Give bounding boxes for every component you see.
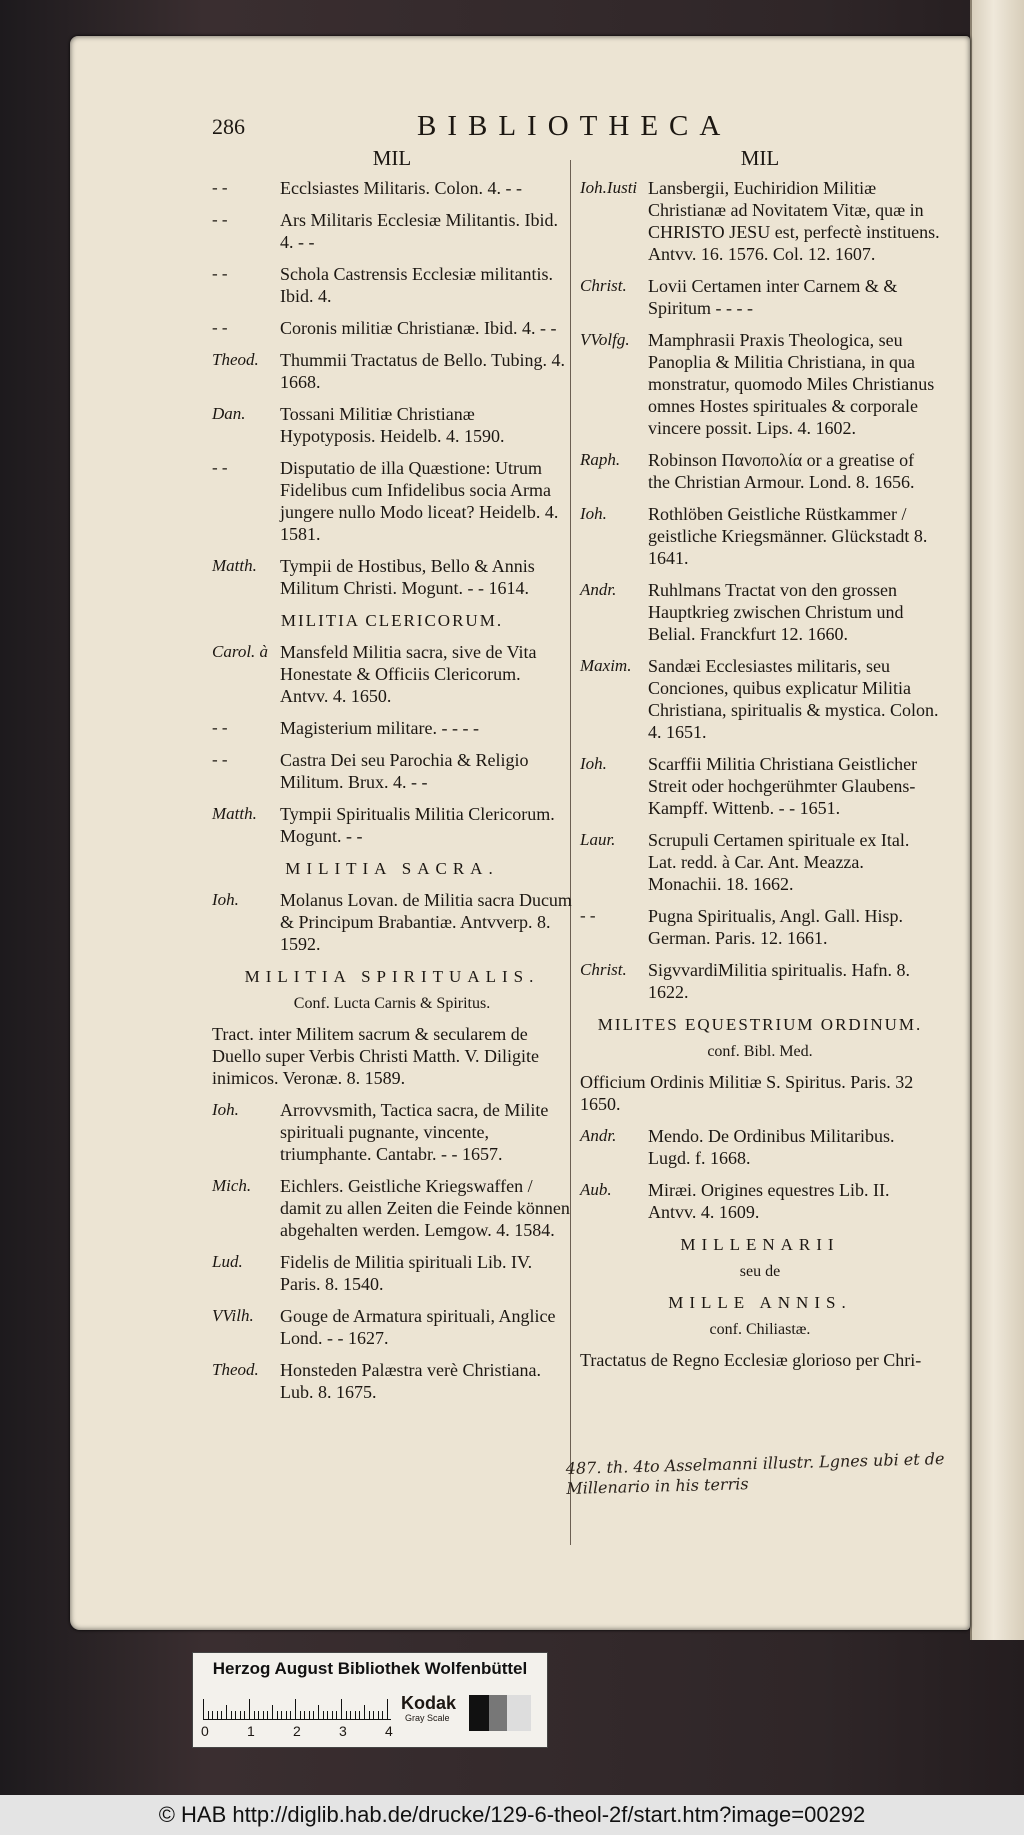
entry-author-prefix: Christ. <box>580 960 627 979</box>
entry-text: Robinson Πανοπολία or a greatise of the Christian Armour. Lond. 8. 1656. <box>648 450 915 492</box>
entry-text: Disputatio de illa Quæstione: Utrum Fidelibus cum Infidelibus socia Arma jungere nullo Modo liceat? Heidelb. 4. 1581. <box>280 458 559 544</box>
entry-author-prefix: Theod. <box>212 350 259 369</box>
ruler-tick <box>263 1711 264 1719</box>
ruler-tick <box>355 1711 356 1719</box>
ruler-label: 1 <box>247 1723 255 1739</box>
catalog-entry <box>580 829 940 895</box>
ruler-label: 0 <box>201 1723 209 1739</box>
entry-author-prefix: Raph. <box>580 450 621 469</box>
entry-author-prefix: Carol. à <box>212 642 269 661</box>
ruler-label: 2 <box>293 1723 301 1739</box>
column-heading: MIL <box>740 146 780 170</box>
section-subheading: conf. Bibl. Med. <box>707 1043 813 1060</box>
entry-text: Arrovvsmith, Tactica sacra, de Milite spirituali pugnante, vincente, triumphante. Cantabr. - - 1657. <box>280 1100 549 1164</box>
entry-author-prefix: Ioh. <box>580 504 607 523</box>
ruler-tick <box>378 1711 379 1719</box>
ruler-tick <box>240 1711 241 1719</box>
catalog-entry <box>580 753 940 819</box>
ruler-tick <box>226 1705 227 1719</box>
entry-author-prefix: Theod. <box>212 1360 259 1379</box>
entry-text: Lovii Certamen inter Carnem & & Spiritum - - - - <box>648 276 898 318</box>
entry-author-prefix: Andr. <box>580 1126 617 1145</box>
scale-ruler <box>203 1697 391 1720</box>
handwritten-note: 487. th. 4to Asselmanni illustr. Lgnes ubi et de Millenario in his terris <box>565 1449 945 1498</box>
footer-copyright: © HAB http://diglib.hab.de/drucke/129-6-theol-2f/start.htm?image=00292 <box>0 1795 1024 1835</box>
left-column <box>212 146 572 1413</box>
catalog-entry <box>580 177 940 265</box>
catalog-entry <box>580 329 940 439</box>
section-subheading: conf. Chiliastæ. <box>709 1321 811 1338</box>
catalog-entry <box>580 905 940 949</box>
catalog-entry <box>212 317 572 339</box>
entry-text: Miræi. Origines equestres Lib. II. Antvv. 4. 1609. <box>648 1180 890 1222</box>
ruler-tick <box>258 1711 259 1719</box>
entry-text: Gouge de Armatura spirituali, Anglice Lond. - - 1627. <box>280 1306 556 1348</box>
ruler-tick <box>332 1711 333 1719</box>
ruler-tick <box>369 1711 370 1719</box>
entry-author-prefix: - - <box>212 210 228 229</box>
catalog-entry <box>212 403 572 447</box>
entry-text: Mansfeld Militia sacra, sive de Vita Honestate & Officiis Clericorum. Antvv. 4. 1650. <box>280 642 537 706</box>
catalog-entry <box>212 1099 572 1165</box>
ruler-tick <box>300 1711 301 1719</box>
catalog-entry <box>212 717 572 739</box>
entry-text: Mamphrasii Praxis Theologica, seu Panoplia & Militia Christiana, in qua monstratur, quomodo Miles Christianus omnes Hostes spirituales & corporale vincere possit. Lips. 4. 1602. <box>648 330 935 438</box>
entry-author-prefix: VVilh. <box>212 1306 254 1325</box>
entry-author-prefix: Aub. <box>580 1180 612 1199</box>
ruler-tick <box>373 1711 374 1719</box>
catalog-entry <box>212 641 572 707</box>
entry-text: Honsteden Palæstra verè Christiana. Lub. 8. 1675. <box>280 1360 541 1402</box>
library-color-card <box>192 1652 548 1748</box>
ruler-tick <box>304 1711 305 1719</box>
ruler-tick <box>277 1711 278 1719</box>
entry-author-prefix: Matth. <box>212 556 257 575</box>
kodak-subtitle: Gray Scale <box>405 1713 450 1723</box>
ruler-tick <box>281 1711 282 1719</box>
entry-text: Molanus Lovan. de Militia sacra Ducum & Principum Brabantiæ. Antvverp. 8. 1592. <box>280 890 572 954</box>
catalog-entry <box>580 275 940 319</box>
section-heading: MILITIA CLERICORUM. <box>280 611 504 630</box>
catalog-entry <box>212 263 572 307</box>
page-header <box>212 110 932 150</box>
entry-text: Tympii Spiritualis Militia Clericorum. Mogunt. - - <box>280 804 555 846</box>
entry-text: Castra Dei seu Parochia & Religio Militum. Brux. 4. - - <box>280 750 529 792</box>
catalog-entry <box>580 1179 940 1223</box>
ruler-tick <box>318 1705 319 1719</box>
entry-author-prefix: Ioh.Iusti <box>580 178 638 197</box>
gray-swatch-black <box>469 1695 489 1731</box>
running-title: BIBLIOTHECA <box>417 110 732 142</box>
ruler-tick <box>350 1711 351 1719</box>
ruler-tick <box>327 1711 328 1719</box>
entry-author-prefix: Lud. <box>212 1252 243 1271</box>
ruler-tick <box>212 1711 213 1719</box>
entry-author-prefix: Dan. <box>212 404 246 423</box>
entry-text: Sandæi Ecclesiastes militaris, seu Conciones, quibus explicatur Militia Christiana, spiritualis & mystica. Colon. 4. 1651. <box>648 656 939 742</box>
entry-author-prefix: Matth. <box>212 804 257 823</box>
ruler-tick <box>336 1711 337 1719</box>
entry-author-prefix: - - <box>212 264 228 283</box>
entry-author-prefix: Ioh. <box>212 890 239 909</box>
catalog-entry <box>212 209 572 253</box>
entry-text: Coronis militiæ Christianæ. Ibid. 4. - - <box>280 318 557 338</box>
catalog-entry <box>212 1175 572 1241</box>
entry-text: Tossani Militiæ Christianæ Hypotyposis. Heidelb. 4. 1590. <box>280 404 505 446</box>
entry-text: Ruhlmans Tractat von den grossen Hauptkrieg zwischen Christum und Belial. Franckfurt 12. 1660. <box>648 580 904 644</box>
catalog-entry <box>212 1305 572 1349</box>
ruler-tick <box>235 1711 236 1719</box>
ruler-tick <box>346 1711 347 1719</box>
entry-author-prefix: VVolfg. <box>580 330 630 349</box>
catalog-entry <box>580 579 940 645</box>
ruler-tick <box>244 1711 245 1719</box>
ruler-tick <box>254 1711 255 1719</box>
entry-text: Pugna Spiritualis, Angl. Gall. Hisp. German. Paris. 12. 1661. <box>648 906 904 948</box>
ruler-tick <box>341 1699 342 1719</box>
catalog-entry <box>212 803 572 847</box>
catalog-entry <box>212 1251 572 1295</box>
catalog-entry <box>212 749 572 793</box>
entry-text: Rothlöben Geistliche Rüstkammer / geistliche Kriegsmänner. Glückstadt 8. 1641. <box>648 504 928 568</box>
ruler-tick <box>249 1699 250 1719</box>
section-heading: MILITIA SPIRITUALIS. <box>244 967 540 986</box>
ruler-tick <box>359 1711 360 1719</box>
gray-swatch-light <box>507 1695 531 1731</box>
ruler-tick <box>217 1711 218 1719</box>
right-column <box>580 146 940 1381</box>
entry-text: Lansbergii, Euchiridion Militiæ Christianæ ad Novitatem Vitæ, quæ in CHRISTO JESU est, perfectè instituens. Antvv. 16. 1576. Col. 12. 1607. <box>648 178 940 264</box>
kodak-logo: Kodak <box>401 1693 457 1713</box>
catalog-entry <box>580 655 940 743</box>
entry-author-prefix: - - <box>212 750 228 769</box>
entry-author-prefix: - - <box>212 718 228 737</box>
entry-author-prefix: - - <box>212 458 228 477</box>
entry-text: Scrupuli Certamen spirituale ex Ital. Lat. redd. à Car. Ant. Meazza. Monachii. 18. 1662. <box>648 830 910 894</box>
catalog-entry <box>580 959 940 1003</box>
catalog-entry <box>212 457 572 545</box>
entry-author-prefix: Maxim. <box>580 656 632 675</box>
ruler-tick <box>309 1711 310 1719</box>
section-subheading: seu de <box>739 1263 781 1280</box>
entry-text: Magisterium militare. - - - - <box>280 718 479 738</box>
page-number: 286 <box>212 114 245 139</box>
section-heading: MILLENARII <box>680 1235 840 1254</box>
ruler-tick <box>364 1705 365 1719</box>
catalog-entry <box>580 503 940 569</box>
section-heading: MILITIA SACRA. <box>285 859 499 878</box>
ruler-label: 3 <box>339 1723 347 1739</box>
ruler-tick <box>323 1711 324 1719</box>
entry-text: Schola Castrensis Ecclesiæ militantis. Ibid. 4. <box>280 264 553 306</box>
catalog-entry <box>580 449 940 493</box>
ruler-label: 4 <box>385 1723 393 1739</box>
ruler-tick <box>203 1699 204 1719</box>
entry-author-prefix: - - <box>580 906 596 925</box>
entry-text: Ars Militaris Ecclesiæ Militantis. Ibid. 4. - - <box>280 210 558 252</box>
catalog-entry <box>212 1359 572 1403</box>
entry-author-prefix: - - <box>212 178 228 197</box>
entry-author-prefix: Mich. <box>212 1176 252 1195</box>
entry-author-prefix: Ioh. <box>212 1100 239 1119</box>
catalog-entry <box>580 1125 940 1169</box>
ruler-tick <box>221 1711 222 1719</box>
catalog-entry-plain: Tractatus de Regno Ecclesiæ glorioso per Chri- <box>580 1350 922 1370</box>
section-heading: MILITES EQUESTRIUM ORDINUM. <box>597 1015 923 1034</box>
ruler-tick <box>295 1699 296 1719</box>
entry-author-prefix: - - <box>212 318 228 337</box>
card-title: Herzog August Bibliothek Wolfenbüttel <box>212 1659 528 1678</box>
entry-text: Mendo. De Ordinibus Militaribus. Lugd. f. 1668. <box>648 1126 895 1168</box>
ruler-tick <box>231 1711 232 1719</box>
entry-author-prefix: Andr. <box>580 580 617 599</box>
ruler-tick <box>290 1711 291 1719</box>
section-subheading: Conf. Lucta Carnis & Spiritus. <box>293 995 491 1012</box>
catalog-entry <box>212 177 572 199</box>
ruler-tick <box>313 1711 314 1719</box>
entry-text: Scarffii Militia Christiana Geistlicher Streit oder hochgerühmter Glaubens-Kampff. Wittenb. - - 1651. <box>648 754 918 818</box>
entry-author-prefix: Laur. <box>580 830 616 849</box>
ruler-tick <box>267 1711 268 1719</box>
entry-text: SigvvardiMilitia spiritualis. Hafn. 8. 1622. <box>648 960 910 1002</box>
entry-text: Ecclsiastes Militaris. Colon. 4. - - <box>280 178 522 198</box>
next-page-edge <box>970 0 1024 1640</box>
catalog-entry <box>212 889 572 955</box>
ruler-tick <box>382 1711 383 1719</box>
catalog-entry-plain: Tract. inter Militem sacrum & secularem de Duello super Verbis Christi Matth. V. Diligite inimicos. Veronæ. 8. 1589. <box>212 1024 539 1088</box>
entry-text: Thummii Tractatus de Bello. Tubing. 4. 1668. <box>280 350 566 392</box>
entry-author-prefix: Christ. <box>580 276 627 295</box>
column-heading: MIL <box>372 146 412 170</box>
gray-swatch-mid <box>489 1695 507 1731</box>
catalog-entry <box>212 555 572 599</box>
section-heading: MILLE ANNIS. <box>668 1293 852 1312</box>
ruler-tick <box>286 1711 287 1719</box>
ruler-tick <box>387 1699 388 1719</box>
catalog-entry <box>212 349 572 393</box>
entry-author-prefix: Ioh. <box>580 754 607 773</box>
catalog-entry-plain: Officium Ordinis Militiæ S. Spiritus. Paris. 32 1650. <box>580 1072 914 1114</box>
entry-text: Fidelis de Militia spirituali Lib. IV. Paris. 8. 1540. <box>280 1252 533 1294</box>
ruler-tick <box>272 1705 273 1719</box>
entry-text: Tympii de Hostibus, Bello & Annis Militum Christi. Mogunt. - - 1614. <box>280 556 535 598</box>
ruler-tick <box>208 1711 209 1719</box>
entry-text: Eichlers. Geistliche Kriegswaffen / damit zu allen Zeiten die Feinde können abgehalten werden. Lemgow. 4. 1584. <box>280 1176 570 1240</box>
